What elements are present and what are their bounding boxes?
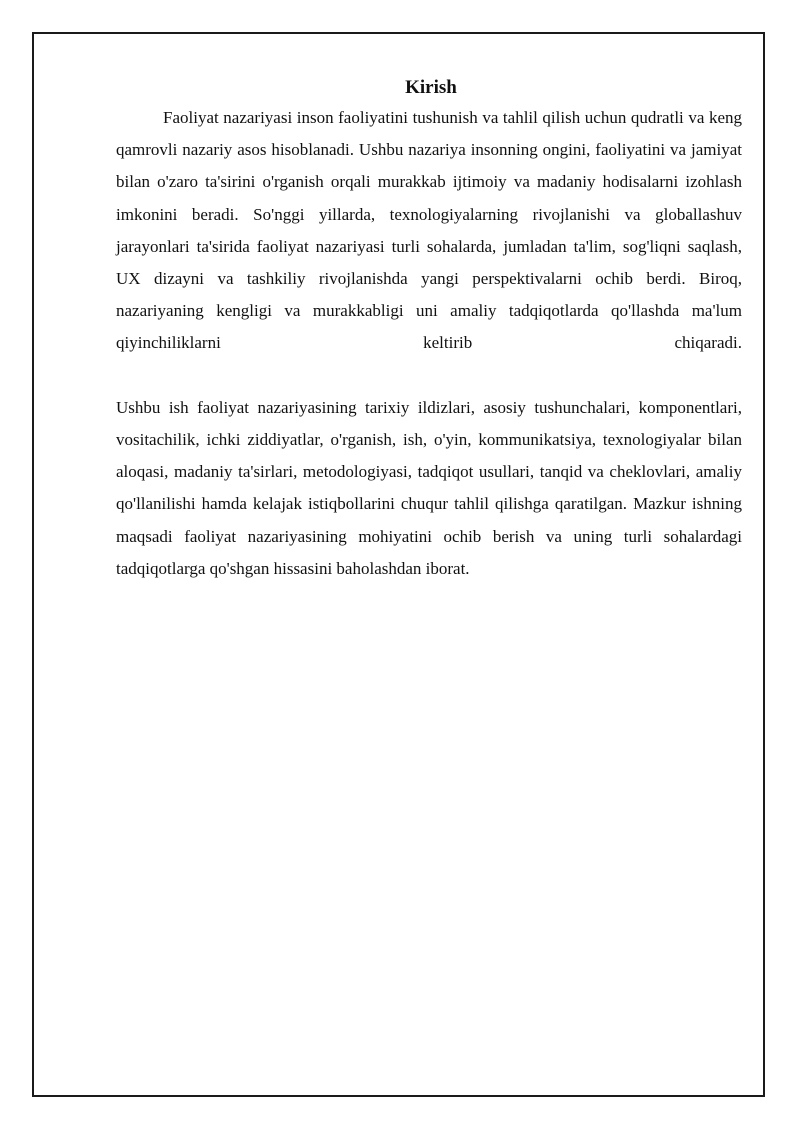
document-body (116, 74, 742, 585)
paragraph-spacer (116, 360, 742, 392)
paragraph-aim: Ushbu ish faoliyat nazariyasining tarixiy ildizlari, asosiy tushunchalari, komponentlari, vositachilik, ichki ziddiyatlar, o'rganish, ish, o'yin, kommunikatsiya, texnologiyalar bilan aloqasi, madaniy ta'sirlari, metodologiyasi, tadqiqot usullari, tanqid va cheklovlari, amaliy qo'llanilishi hamda kelajak istiqbollarini chuqur tahlil qilishga qaratilgan. Mazkur ishning maqsadi faoliyat nazariyasining mohiyatini ochib berish va uning turli sohalardagi tadqiqotlarga qo'shgan hissasini baholashdan iborat. (116, 397, 742, 578)
document-title: Kirish (405, 77, 457, 98)
paragraph-intro: Faoliyat nazariyasi inson faoliyatini tushunish va tahlil qilish uchun qudratli va keng qamrovli nazariy asos hisoblanadi. Ushbu nazariya insonning ongini, faoliyatini va jamiyat bilan o'zaro ta'sirini o'rganish orqali murakkab ijtimoiy va madaniy hodisalarni izohlash imkonini beradi. So'nggi yillarda, texnologiyalarning rivojlanishi va globallashuv jarayonlari ta'sirida faoliyat nazariyasi turli sohalarda, jumladan ta'lim, sog'liqni saqlash, UX dizayni va tashkiliy rivojlanishda yangi perspektivalarni ochib berdi. Biroq, nazariyaning kengligi va murakkabligi uni amaliy tadqiqotlarda qo'llashda ma'lum qiyinchiliklarni keltirib chiqaradi. (116, 108, 742, 353)
